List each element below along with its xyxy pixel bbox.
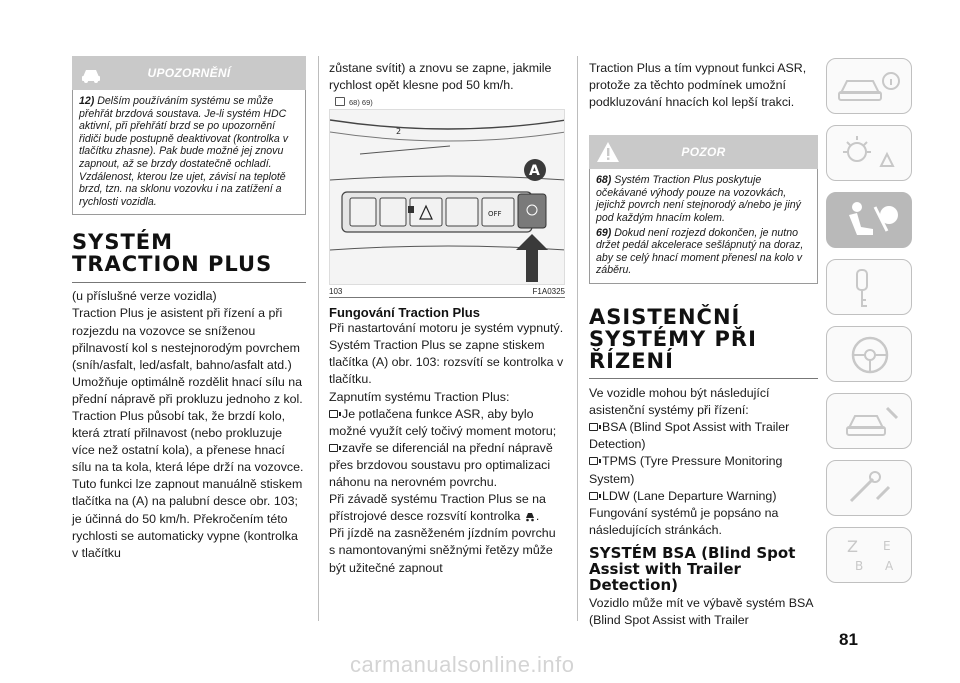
svg-text:E: E [883, 539, 891, 553]
bullet-item: zavře se diferenciál na přední nápravě přes brzdovou soustavu pro optimalizaci náhonu na nerovném povrchu. [329, 440, 553, 490]
bullet-item: LDW (Lane Departure Warning) [589, 488, 818, 505]
multimedia-icon [827, 528, 913, 584]
column-separator [318, 56, 319, 621]
paragraph: Při závadě systému Traction Plus se na přístrojové desce rozsvítí kontrolka . [329, 492, 546, 524]
warning-title: UPOZORNĚNÍ [147, 66, 231, 80]
subheading: Fungování Traction Plus [329, 305, 480, 321]
body-text [72, 288, 306, 562]
paragraph: Traction Plus působí tak, že brzdí kolo, která ztratí přilnavost (nebo prokluzuje více než ostatní kola), a přenese hnací sílu na ta kola, která lépe drží na vozovce. [72, 409, 304, 475]
traction-warning-icon [524, 510, 536, 522]
left-column [72, 56, 306, 562]
dashboard-figure [329, 109, 565, 285]
section-title: ASISTENČNÍ SYSTÉMY PŘI ŘÍZENÍ [589, 305, 757, 374]
tab-safety[interactable] [826, 192, 912, 248]
dashboard-illustration [330, 110, 565, 285]
column-separator [577, 56, 578, 621]
middle-column [329, 60, 565, 577]
paragraph: Systém Traction Plus se zapne stiskem tlačítka (A) obr. 103: rozsvítí se kontrolka v tlačítku. [329, 338, 564, 387]
seat-airbag-icon [827, 193, 913, 249]
intro-text: Traction Plus a tím vypnout funkci ASR, protože za těchto podmínek umožní podkluzování hnacích kol lepší trakci. [589, 61, 807, 110]
steering-wheel-icon [827, 327, 913, 383]
figure-code: F1A0325 [532, 287, 565, 297]
key-icon [827, 260, 913, 316]
caution-item: 68) Systém Traction Plus poskytuje očekávané výhody pouze na vozovkách, jejichž povrch není stejnorodý a/nebo je jiný pod každým hnacím kolem. [596, 174, 801, 225]
tab-info[interactable] [826, 58, 912, 114]
page-number: 81 [839, 630, 858, 649]
body-text [329, 320, 565, 576]
svg-text:2: 2 [396, 127, 402, 137]
bullet-icon [589, 492, 598, 500]
tab-maintenance[interactable] [826, 460, 912, 516]
subsection-title: SYSTÉM BSA (Blind Spot Assist with Trailer Detection) [589, 543, 796, 594]
paragraph: Vozidlo může mít ve výbavě systém BSA (Blind Spot Assist with Trailer [589, 595, 813, 627]
tab-technical-data[interactable] [826, 527, 912, 583]
bullet-icon [329, 444, 338, 452]
svg-text:B: B [855, 559, 864, 573]
paragraph: (u příslušné verze vozidla) [72, 289, 217, 304]
paragraph: Při jízdě na zasněženém jízdním povrchu s namontovanými sněžnými řetězy může být užitečné zapnout [329, 526, 556, 575]
warning-lights-icon [827, 126, 913, 182]
figure-caption [329, 287, 565, 296]
svg-text:A: A [885, 559, 894, 573]
section-title: SYSTÉM TRACTION PLUS [72, 230, 273, 277]
bullet-item: TPMS (Tyre Pressure Monitoring System) [589, 454, 783, 486]
pointer-arrow [516, 234, 548, 282]
svg-text:OFF: OFF [488, 210, 502, 219]
tab-driving[interactable] [826, 326, 912, 382]
caution-item: 69) Dokud není rozjezd dokončen, je nutno držet pedál akcelerace sešlápnutý na doraz, aby se celý hnací moment přenesl na kolo v záběru. [596, 226, 804, 277]
body-text [589, 385, 818, 539]
paragraph: Při nastartování motoru je systém vypnutý. [329, 321, 564, 336]
warning-banner [72, 56, 306, 90]
figure-refs: 68) 69) [329, 97, 565, 107]
bullet-item: Je potlačena funkce ASR, aby bylo možné využít celý točivý moment motoru; [329, 406, 557, 438]
bullet-item: BSA (Blind Spot Assist with Trailer Detection) [589, 420, 790, 452]
intro-text: zůstane svítit) a znovu se zapne, jakmile rychlost opět klesne pod 50 km/h. [329, 61, 552, 93]
bullet-icon [589, 423, 598, 431]
figure-rule [329, 297, 565, 298]
tab-emergency[interactable] [826, 393, 912, 449]
bullet-icon [589, 457, 598, 465]
title-underline [72, 282, 306, 283]
figure-number: 103 [329, 287, 343, 297]
wrench-car-icon [827, 394, 913, 450]
caution-box [589, 169, 818, 284]
caution-banner [589, 135, 818, 169]
info-car-icon [827, 59, 913, 115]
caution-title: POZOR [681, 145, 726, 160]
svg-text:Z: Z [847, 537, 858, 556]
title-underline [589, 378, 818, 379]
paragraph: Fungování systémů je popsáno na následujících stránkách. [589, 505, 779, 537]
svg-text:A: A [529, 163, 540, 180]
paragraph: Zapnutím systému Traction Plus: [329, 389, 510, 404]
gear-tools-icon [827, 461, 913, 517]
paragraph: Traction Plus je asistent při řízení a při rozjezdu na vozovce se sníženou přilnavostí kol s nestejnorodým povrchem (sníh/asfalt, led/asfalt, bahno/asfalt atd.) Umožňuje optimálně rozdělit hnací sílu na přední nápravě při prokluzu jednoho z kol. [72, 306, 303, 406]
warning-box [72, 90, 306, 215]
right-column [589, 60, 818, 629]
warning-item: 12) Delším používáním systému se může přehřát brzdová soustava. Je-li systém HDC aktivní, při přehřátí brzd se po upozornění řidiči bude postupně deaktivovat (kontrolka v tlačítku zhasne). Pak bude možné jej znovu zapnout, až se brzdy dostatečně ochladí. Vzdálenost, kterou lze ujet, závisí na teplotě brzd, tzn. na sklonu vozovku i na zatížení a rychlosti vozidla. [79, 95, 289, 208]
watermark: carmanualsonline.info [350, 652, 575, 677]
tab-starting[interactable] [826, 259, 912, 315]
paragraph: Tuto funkci lze zapnout manuálně stiskem tlačítka na (A) na palubní desce obr. 103; je účinná do 50 km/h. Překročením této rychlosti se automaticky vypne (kontrolka v tlačítku [72, 477, 303, 560]
bullet-icon [329, 410, 338, 418]
paragraph: Ve vozidle mohou být následující asistenční systémy při řízení: [589, 386, 770, 418]
tab-warning-lights[interactable] [826, 125, 912, 181]
